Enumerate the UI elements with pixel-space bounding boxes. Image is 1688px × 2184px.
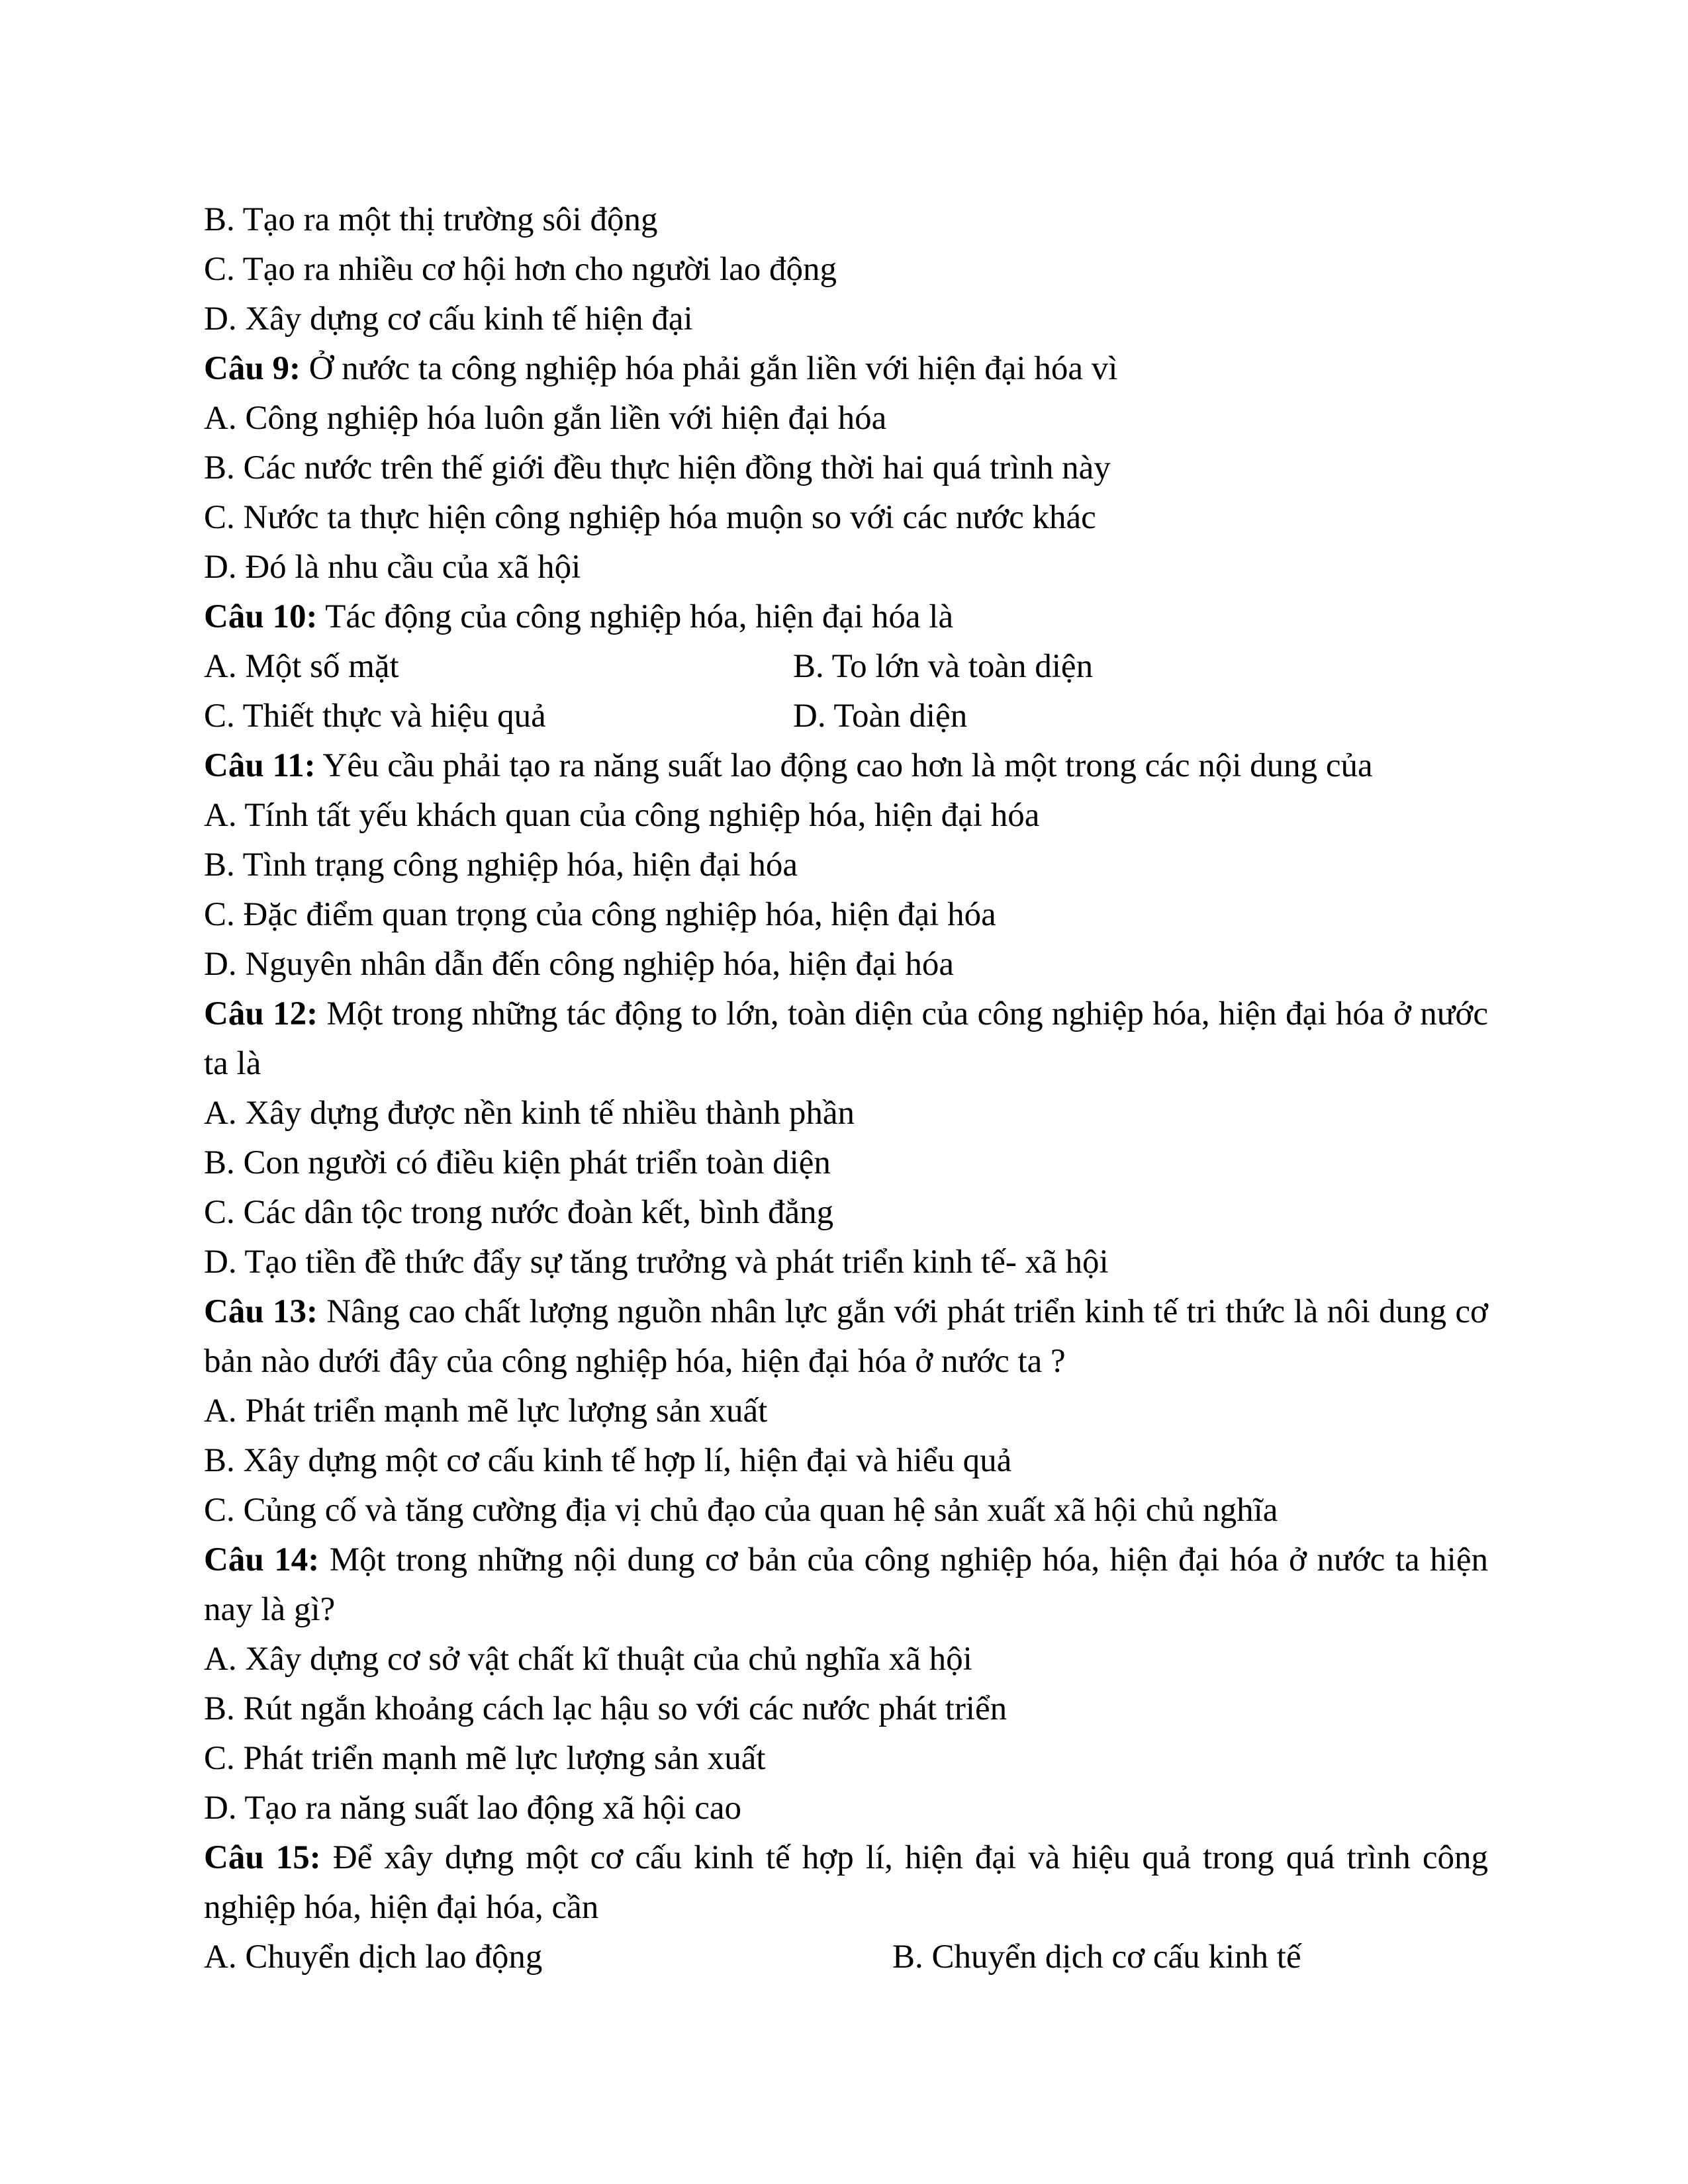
- option-b: B. Tạo ra một thị trường sôi động: [204, 201, 658, 238]
- question-11: [204, 741, 1488, 791]
- option-d: D. Xây dựng cơ cấu kinh tế hiện đại: [204, 300, 693, 338]
- option-a: A. Xây dựng cơ sở vật chất kĩ thuật của chủ nghĩa xã hội: [204, 1641, 972, 1678]
- question-number: Câu 15:: [204, 1839, 321, 1876]
- question-text: Một trong những nội dung cơ bản của công nghiệp hóa, hiện đại hóa ở nước ta hiện nay là gì?: [204, 1541, 1488, 1628]
- option-b: B. Rút ngắn khoảng cách lạc hậu so với các nước phát triển: [204, 1690, 1008, 1727]
- option-c: C. Đặc điểm quan trọng của công nghiệp hóa, hiện đại hóa: [204, 896, 996, 933]
- option-b: B. To lớn và toàn diện: [793, 648, 1094, 685]
- options-row: [204, 1933, 1488, 1982]
- question-text: Ở nước ta công nghiệp hóa phải gắn liền với hiện đại hóa vì: [300, 350, 1118, 387]
- option-d: D. Nguyên nhân dẫn đến công nghiệp hóa, hiện đại hóa: [204, 946, 955, 983]
- option-c: C. Các dân tộc trong nước đoàn kết, bình đẳng: [204, 1194, 834, 1231]
- question-9: [204, 344, 1488, 394]
- option-c: C. Thiết thực và hiệu quả: [204, 698, 546, 735]
- options-row: [204, 692, 1488, 741]
- question-number: Câu 11:: [204, 747, 316, 784]
- option-c: C. Phát triển mạnh mẽ lực lượng sản xuất: [204, 1740, 766, 1777]
- option-a: A. Xây dựng được nền kinh tế nhiều thành phần: [204, 1095, 855, 1132]
- question-text: Để xây dựng một cơ cấu kinh tế hợp lí, hiện đại và hiệu quả trong quá trình công nghiệp hóa, hiện đại hóa, cần: [204, 1839, 1488, 1926]
- option-c: C. Tạo ra nhiều cơ hội hơn cho người lao động: [204, 251, 837, 288]
- question-text: Yêu cầu phải tạo ra năng suất lao động cao hơn là một trong các nội dung của: [315, 747, 1373, 784]
- question-number: Câu 13:: [204, 1293, 318, 1330]
- option-a: A. Công nghiệp hóa luôn gắn liền với hiện đại hóa: [204, 400, 887, 437]
- question-number: Câu 10:: [204, 598, 318, 635]
- option-a: A. Một số mặt: [204, 648, 399, 685]
- question-text: Nâng cao chất lượng nguồn nhân lực gắn với phát triển kinh tế tri thức là nôi dung cơ bản nào dưới đây của công nghiệp hóa, hiện đại hóa ở nước ta ?: [204, 1293, 1488, 1380]
- option-b: B. Xây dựng một cơ cấu kinh tế hợp lí, hiện đại và hiểu quả: [204, 1442, 1012, 1479]
- option-c: C. Củng cố và tăng cường địa vị chủ đạo của quan hệ sản xuất xã hội chủ nghĩa: [204, 1492, 1278, 1529]
- option-c: C. Nước ta thực hiện công nghiệp hóa muộn so với các nước khác: [204, 499, 1096, 536]
- option-a: A. Tính tất yếu khách quan của công nghiệp hóa, hiện đại hóa: [204, 797, 1040, 834]
- option-b: B. Tình trạng công nghiệp hóa, hiện đại hóa: [204, 846, 798, 884]
- option-d: D. Tạo tiền đề thức đẩy sự tăng trưởng và phát triển kinh tế- xã hội: [204, 1244, 1109, 1281]
- document-page: [204, 195, 1488, 1982]
- option-b: B. Con người có điều kiện phát triển toàn diện: [204, 1144, 831, 1181]
- question-14: [204, 1535, 1488, 1635]
- question-number: Câu 14:: [204, 1541, 320, 1578]
- option-a: A. Chuyển dịch lao động: [204, 1938, 543, 1976]
- question-12: [204, 989, 1488, 1089]
- question-text: Một trong những tác động to lớn, toàn diện của công nghiệp hóa, hiện đại hóa ở nước ta là: [204, 995, 1488, 1082]
- question-number: Câu 9:: [204, 350, 301, 387]
- question-number: Câu 12:: [204, 995, 318, 1032]
- option-d: D. Tạo ra năng suất lao động xã hội cao: [204, 1790, 741, 1827]
- option-b: B. Chuyển dịch cơ cấu kinh tế: [892, 1938, 1301, 1976]
- option-b: B. Các nước trên thế giới đều thực hiện đồng thời hai quá trình này: [204, 449, 1111, 486]
- question-text: Tác động của công nghiệp hóa, hiện đại hóa là: [317, 598, 954, 635]
- options-row: [204, 642, 1488, 692]
- option-d: D. Đó là nhu cầu của xã hội: [204, 549, 581, 586]
- question-13: [204, 1287, 1488, 1387]
- question-15: [204, 1833, 1488, 1933]
- option-d: D. Toàn diện: [793, 698, 968, 735]
- option-a: A. Phát triển mạnh mẽ lực lượng sản xuất: [204, 1392, 768, 1430]
- question-10: [204, 592, 1488, 642]
